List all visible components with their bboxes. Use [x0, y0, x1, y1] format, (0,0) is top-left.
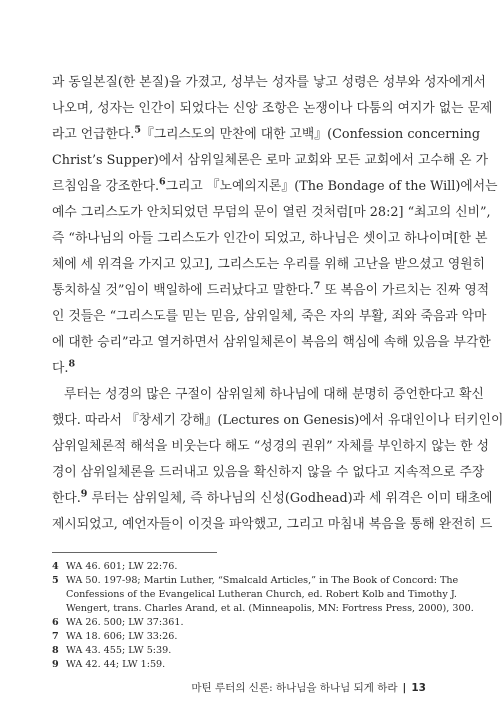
page-number: 13: [411, 682, 426, 694]
footnote-continuation: Wengert, trans. Charles Arand, et al. (Minneapolis, MN: Fortress Press, 2000), 300.: [66, 603, 474, 614]
text-line: 삼위일체론적 해석을 비웃는다 해도 “성경의 권위” 자체를 부인하지 않는 한 성: [52, 439, 489, 454]
footnote-ref[interactable]: 5: [134, 124, 141, 136]
footnote-ref[interactable]: 7: [313, 280, 321, 292]
text-line: 체에 세 위격을 가지고 있고], 그리스도는 우리를 위해 고난을 받으셨고 영원히: [52, 257, 485, 272]
text-line: Christ’s Supper)에서 삼위일체론은 로마 교회와 모든 교회에서 고수해 온 가: [52, 153, 488, 168]
text-line: 예수 그리스도가 안치되었던 무덤의 문이 열린 것처럼[마 28:2] “최고의 신비”,: [52, 205, 491, 220]
text-line: 한다.$^9$ 루터는 삼위일체, 즉 하나님의 신성(Godhead)과 세 위격은 이미 태초에: [52, 488, 493, 506]
footnote-continuation: Confessions of the Evangelical Lutheran Church, ed. Robert Kolb and Timothy J.: [66, 589, 457, 600]
footnote-ref[interactable]: 8: [68, 358, 76, 370]
footnote: 5 WA 50. 197-98; Martin Luther, “Smalcald Articles,” in The Book of Concord: The: [52, 575, 459, 586]
footnote: 6 WA 26. 500; LW 37:361.: [52, 617, 184, 628]
footnote-ref[interactable]: 9: [80, 488, 88, 500]
footnote-ref[interactable]: 6: [159, 176, 166, 188]
text-line: 라고 언급한다.$^5$『그리스도의 만찬에 대한 고백』(Confession concerning: [52, 124, 481, 142]
footnote: 7 WA 18. 606; LW 33:26.: [52, 631, 178, 642]
text-line: 나오며, 성자는 인간이 되었다는 신앙 조항은 논쟁이나 다툼의 여지가 없는 문제: [52, 101, 493, 116]
footnote: 8 WA 43. 455; LW 5:39.: [52, 645, 172, 656]
text-line: 통치하실 것”임이 백일하에 드러났다고 말한다.$^7$ 또 복음이 가르치는 진짜 영적: [52, 280, 490, 298]
text-line: 다.$^8$: [52, 358, 76, 376]
text-line: 루터는 성경의 많은 구절이 삼위일체 하나님에 대해 분명히 증언한다고 확신: [64, 387, 484, 402]
running-footer: [191, 680, 426, 696]
book-title: 마틴 루터의 신론: 하나님을 하나님 되게 하라: [191, 682, 398, 694]
text-line: 과 동일본질(한 본질)을 가졌고, 성부는 성자를 낳고 성령은 성부와 성자에게서: [52, 75, 486, 90]
footer-separator: |: [402, 682, 407, 694]
footnote: 4 WA 46. 601; LW 22:76.: [52, 561, 178, 572]
footnote-divider: [52, 552, 217, 553]
text-line: 했다. 따라서 『창세기 강해』(Lectures on Genesis)에서 유대인이나 터키인이: [52, 413, 503, 428]
text-line: 경이 삼위일체론을 드러내고 있음을 확신하지 않을 수 없다고 지속적으로 주장: [52, 465, 485, 480]
text-line: 에 대한 승리”라고 열거하면서 삼위일체론이 복음의 핵심에 속해 있음을 부각한: [52, 335, 491, 350]
text-line: 즉 “하나님의 아들 그리스도가 인간이 되었고, 하나님은 셋이고 하나이며[한 본: [52, 231, 488, 246]
text-line: 제시되었고, 예언자들이 이것을 파악했고, 그리고 마침내 복음을 통해 완전히 드: [52, 517, 493, 532]
text-line: 르침임을 강조한다.$^6$그리고 『노예의지론』(The Bondage of the Will)에서는: [52, 176, 498, 194]
text-line: 인 것들은 “그리스도를 믿는 믿음, 삼위일체, 죽은 자의 부활, 죄와 죽음과 악마: [52, 309, 487, 324]
footnote: 9 WA 42. 44; LW 1:59.: [52, 659, 166, 670]
